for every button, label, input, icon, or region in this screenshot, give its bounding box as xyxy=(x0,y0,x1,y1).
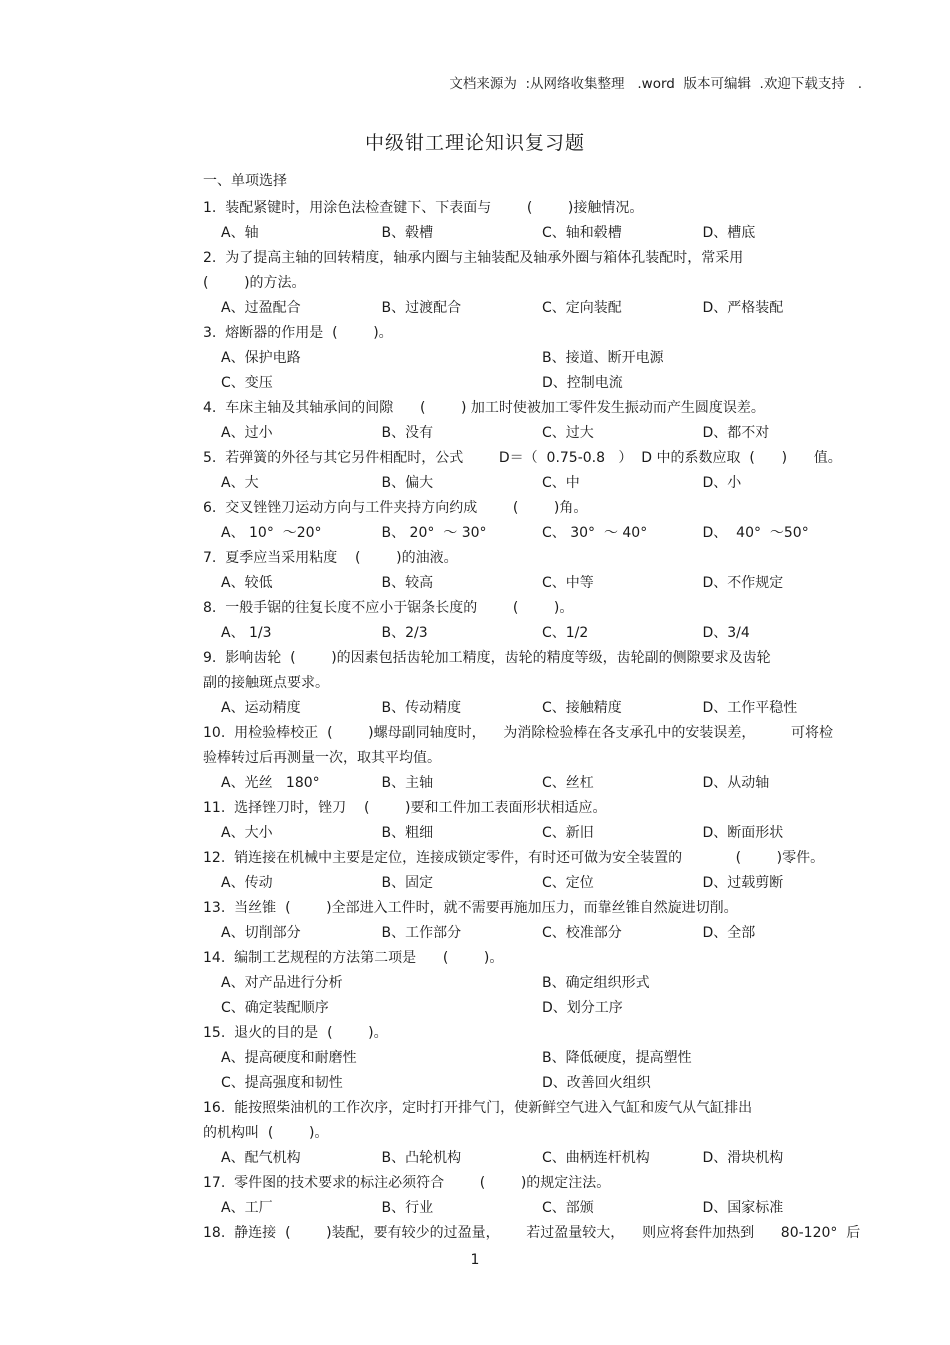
option-d: D、断面形状 xyxy=(702,825,784,841)
question-4-options xyxy=(203,421,863,446)
option-b: B、行业 xyxy=(381,1200,434,1216)
option-d: D、改善回火组织 xyxy=(542,1075,651,1091)
option-b: B、工作部分 xyxy=(381,925,462,941)
question-2-line-1: 2. 为了提高主轴的回转精度，轴承内圈与主轴装配及轴承外圈与箱体孔装配时，常采用 xyxy=(203,250,744,266)
option-a: A、提高硬度和耐磨性 xyxy=(221,1050,357,1066)
option-a: A、 1/3 xyxy=(221,625,272,641)
question-11: 11. 选择锉刀时，锉刀 ( )要和工件加工表面形状相适应。 xyxy=(203,800,607,816)
page-number: 1 xyxy=(470,1252,480,1268)
option-a: A、传动 xyxy=(221,875,273,891)
question-8-options xyxy=(203,621,863,646)
option-c: C、新旧 xyxy=(542,825,594,841)
option-a: A、轴 xyxy=(221,225,259,241)
option-a: A、配气机构 xyxy=(221,1150,301,1166)
question-15-options-row-2 xyxy=(203,1071,863,1096)
question-6: 6. 交叉锉锉刀运动方向与工件夹持方向约成 ( )角。 xyxy=(203,500,588,516)
section-heading: 一、单项选择 xyxy=(203,173,287,189)
question-10-options xyxy=(203,771,863,796)
option-d: D、都不对 xyxy=(702,425,770,441)
question-6-options xyxy=(203,521,863,546)
question-1-options xyxy=(203,221,863,246)
question-17: 17. 零件图的技术要求的标注必须符合 ( )的规定注法。 xyxy=(203,1175,611,1191)
question-10-line-1: 10. 用检验棒校正 ( )螺母副同轴度时， 为消除检验棒在各支承孔中的安装误差， 可将检 xyxy=(203,725,833,741)
option-b: B、 20° ～ 30° xyxy=(381,525,487,541)
question-15-options-row-1 xyxy=(203,1046,863,1071)
option-c: C、定向装配 xyxy=(542,300,622,316)
question-list xyxy=(203,196,863,1246)
option-b: B、降低硬度，提高塑性 xyxy=(542,1050,692,1066)
option-c: C、曲柄连杆机构 xyxy=(542,1150,650,1166)
option-b: B、2/3 xyxy=(381,625,428,641)
option-c: C、1/2 xyxy=(542,625,589,641)
question-1: 1. 装配紧键时，用涂色法检查键下、下表面与 ( )接触情况。 xyxy=(203,200,644,216)
question-3-options-row-2 xyxy=(203,371,863,396)
question-5-options xyxy=(203,471,863,496)
option-d: D、控制电流 xyxy=(542,375,623,391)
question-18: 18. 静连接 ( )装配，要有较少的过盈量， 若过盈量较大， 则应将套件加热到 80-120° 后 xyxy=(203,1225,861,1241)
option-a: A、大小 xyxy=(221,825,273,841)
question-16-line-2: 的机构叫 ( )。 xyxy=(203,1125,329,1141)
question-11-options xyxy=(203,821,863,846)
document-title: 中级钳工理论知识复习题 xyxy=(364,132,585,154)
question-2-options xyxy=(203,296,863,321)
option-c: C、过大 xyxy=(542,425,594,441)
option-d: D、划分工序 xyxy=(542,1000,623,1016)
option-a: A、对产品进行分析 xyxy=(221,975,343,991)
question-16-options xyxy=(203,1146,863,1171)
option-d: D、小 xyxy=(702,475,742,491)
option-d: D、过载剪断 xyxy=(702,875,784,891)
question-9-line-2: 副的接触斑点要求。 xyxy=(203,675,329,691)
option-a: A、运动精度 xyxy=(221,700,301,716)
question-12: 12. 销连接在机械中主要是定位，连接成锁定零件，有时还可做为安全装置的 ( )零件。 xyxy=(203,850,825,866)
option-b: B、较高 xyxy=(381,575,434,591)
option-d: D、槽底 xyxy=(702,225,756,241)
question-7-options xyxy=(203,571,863,596)
option-b: B、凸轮机构 xyxy=(381,1150,462,1166)
question-13-options xyxy=(203,921,863,946)
question-15: 15. 退火的目的是 ( )。 xyxy=(203,1025,388,1041)
question-13: 13. 当丝锥 ( )全部进入工件时，就不需要再施加压力，而靠丝锥自然旋进切削。 xyxy=(203,900,738,916)
option-b: B、偏大 xyxy=(381,475,434,491)
option-b: B、确定组织形式 xyxy=(542,975,650,991)
option-b: B、过渡配合 xyxy=(381,300,462,316)
option-a: A、较低 xyxy=(221,575,273,591)
option-a: A、切削部分 xyxy=(221,925,301,941)
question-16-line-1: 16. 能按照柴油机的工作次序，定时打开排气门，使新鲜空气进入气缸和废气从气缸排出 xyxy=(203,1100,753,1116)
option-c: C、校准部分 xyxy=(542,925,622,941)
option-c: C、中 xyxy=(542,475,580,491)
option-d: D、国家标准 xyxy=(702,1200,784,1216)
option-a: A、工厂 xyxy=(221,1200,273,1216)
option-a: A、 10° ～20° xyxy=(221,525,322,541)
question-17-options xyxy=(203,1196,863,1221)
question-14: 14. 编制工艺规程的方法第二项是 ( )。 xyxy=(203,950,504,966)
option-d: D、不作规定 xyxy=(702,575,784,591)
option-d: D、从动轴 xyxy=(702,775,770,791)
option-c: C、确定装配顺序 xyxy=(221,1000,329,1016)
option-d: D、严格装配 xyxy=(702,300,784,316)
option-d: D、滑块机构 xyxy=(702,1150,784,1166)
question-9-options xyxy=(203,696,863,721)
option-c: C、 30° ～ 40° xyxy=(542,525,648,541)
question-8: 8. 一般手锯的往复长度不应小于锯条长度的 ( )。 xyxy=(203,600,574,616)
option-a: A、过小 xyxy=(221,425,273,441)
question-7: 7. 夏季应当采用粘度 ( )的油液。 xyxy=(203,550,458,566)
option-b: B、固定 xyxy=(381,875,434,891)
option-d: D、 40° ～50° xyxy=(702,525,809,541)
option-b: B、粗细 xyxy=(381,825,434,841)
option-a: A、大 xyxy=(221,475,259,491)
question-12-options xyxy=(203,871,863,896)
option-b: B、传动精度 xyxy=(381,700,462,716)
option-d: D、全部 xyxy=(702,925,756,941)
question-14-options-row-1 xyxy=(203,971,863,996)
question-10-line-2: 验棒转过后再测量一次，取其平均值。 xyxy=(203,750,441,766)
option-b: B、毂槽 xyxy=(381,225,434,241)
option-c: C、定位 xyxy=(542,875,594,891)
option-a: A、过盈配合 xyxy=(221,300,301,316)
option-c: C、提高强度和韧性 xyxy=(221,1075,343,1091)
option-b: B、没有 xyxy=(381,425,434,441)
option-b: B、主轴 xyxy=(381,775,434,791)
option-c: C、变压 xyxy=(221,375,273,391)
question-14-options-row-2 xyxy=(203,996,863,1021)
option-d: D、3/4 xyxy=(702,625,750,641)
option-c: C、丝杠 xyxy=(542,775,594,791)
question-5: 5. 若弹簧的外径与其它另件相配时，公式 D＝（ 0.75-0.8 ） D 中的系数应取 ( ) 值。 xyxy=(203,450,842,466)
question-4: 4. 车床主轴及其轴承间的间隙 ( ) 加工时使被加工零件发生振动而产生圆度误差。 xyxy=(203,400,765,416)
option-d: D、工作平稳性 xyxy=(702,700,798,716)
question-3: 3. 熔断器的作用是 ( )。 xyxy=(203,325,393,341)
header-note: 文档来源为 :从网络收集整理 .word 版本可编辑 .欢迎下载支持 . xyxy=(449,76,862,92)
option-b: B、接道、断开电源 xyxy=(542,350,664,366)
option-c: C、部颁 xyxy=(542,1200,594,1216)
question-2-line-2: ( )的方法。 xyxy=(203,275,306,291)
option-c: C、轴和毂槽 xyxy=(542,225,622,241)
option-c: C、接触精度 xyxy=(542,700,622,716)
question-9-line-1: 9. 影响齿轮 ( )的因素包括齿轮加工精度，齿轮的精度等级，齿轮副的侧隙要求及齿轮 xyxy=(203,650,771,666)
question-3-options-row-1 xyxy=(203,346,863,371)
option-c: C、中等 xyxy=(542,575,594,591)
option-a: A、光丝 180° xyxy=(221,775,320,791)
option-a: A、保护电路 xyxy=(221,350,301,366)
